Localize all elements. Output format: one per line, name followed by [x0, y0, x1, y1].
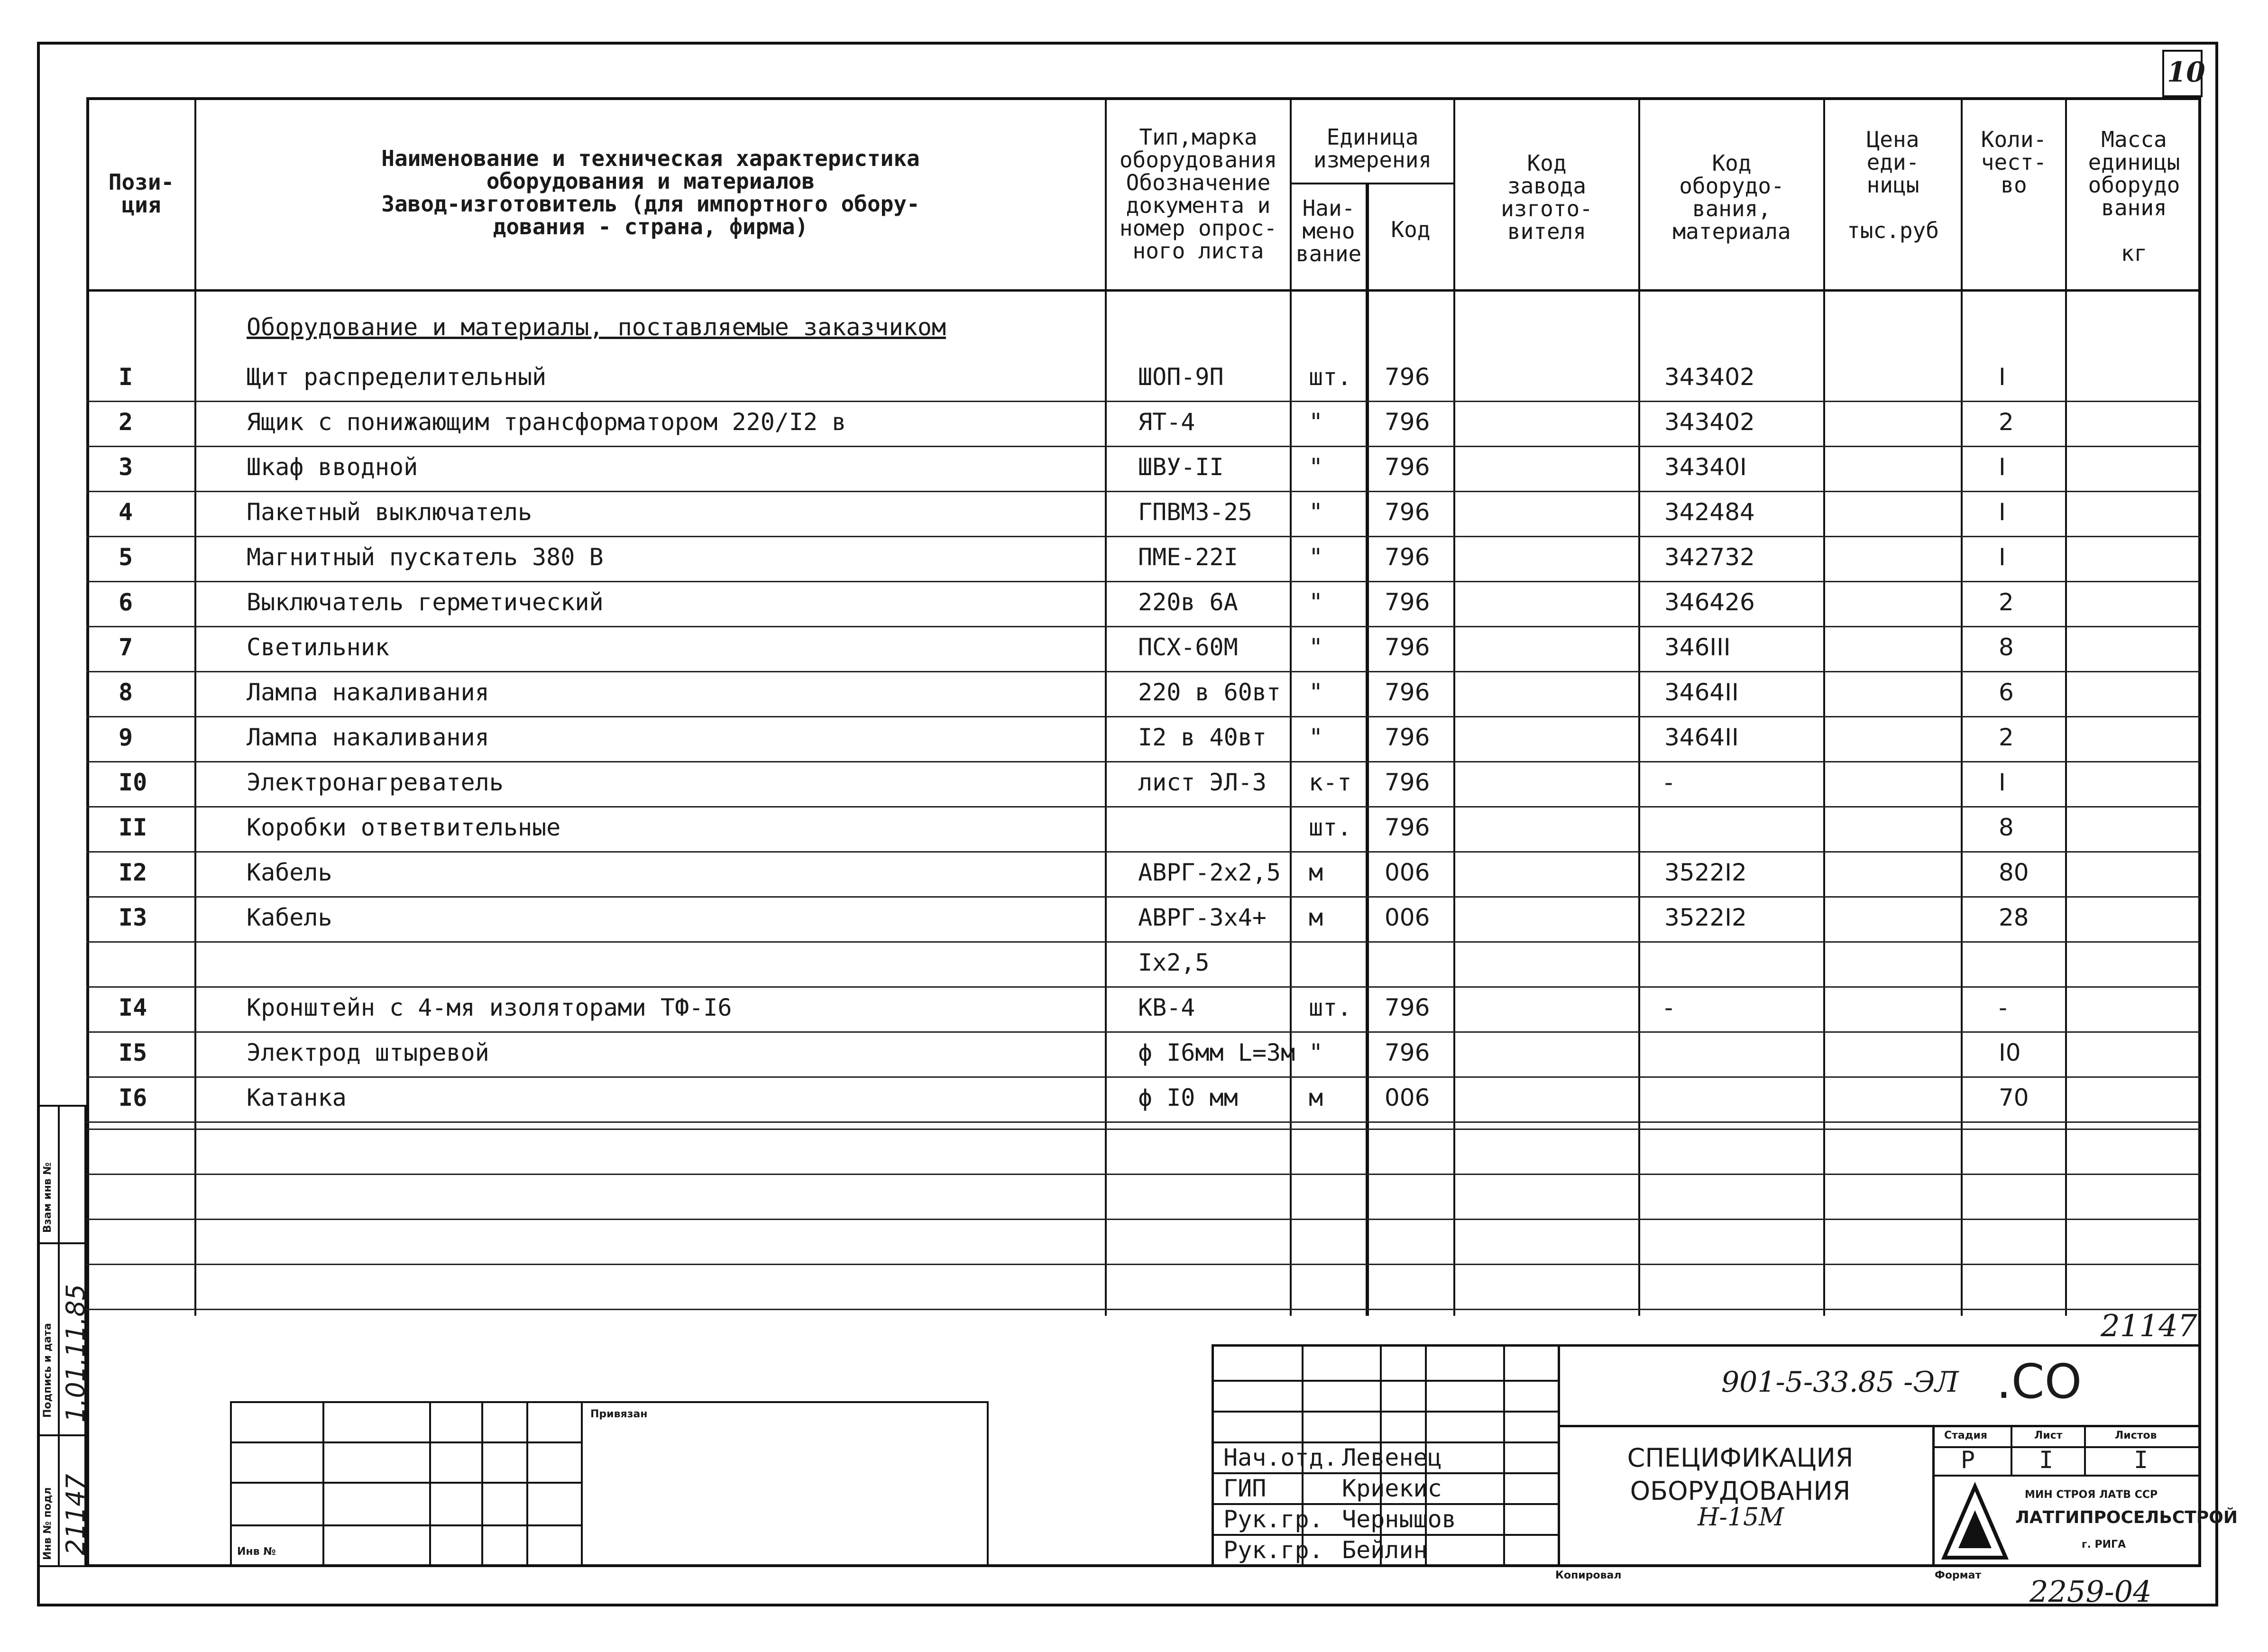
header-type: Тип,марка оборудования Обозначение документа и номер опрос- ного листа [1119, 124, 1277, 264]
stage-row-2 [1932, 1475, 2201, 1477]
org-line-1: МИН СТРОЯ ЛАТВ ССР [2025, 1489, 2158, 1501]
row-type: лист ЭЛ-3 [1138, 769, 1267, 796]
row-equip-code: 3522I2 [1664, 904, 1747, 931]
header-name: Наименование и техническая характеристика оборудования и материалов Завод-изготовитель (для импортного обору- дования - страна, фирма) [381, 146, 920, 239]
row-unit-code: 796 [1385, 994, 1430, 1021]
row-position: I4 [119, 994, 147, 1021]
row-name: Щит распределительный [247, 363, 547, 391]
row-qty: I [1999, 498, 2006, 526]
row-position: 4 [119, 498, 133, 526]
empty-row-line [86, 1174, 2201, 1175]
row-unit: " [1309, 633, 1323, 661]
sig-row [1212, 1441, 1558, 1443]
row-unit-code: 796 [1385, 769, 1430, 796]
col-line-8 [1961, 97, 1963, 1316]
row-equip-code: 3522I2 [1664, 859, 1747, 886]
org-name: ЛАТГИПРОСЕЛЬСТРОЙ [2015, 1508, 2238, 1527]
header-unit: Единица измерения [1313, 124, 1432, 173]
priv-col [322, 1401, 324, 1567]
sheets-label: Листов [2115, 1430, 2157, 1441]
row-qty: I [1999, 453, 2006, 481]
row-unit-code: 796 [1385, 498, 1430, 526]
privyazan-block [230, 1401, 989, 1567]
header-mass: Масса единицы оборудо вания кг [2088, 127, 2180, 266]
sig-row [1212, 1472, 1558, 1474]
row-unit-code: 006 [1385, 1084, 1430, 1111]
row-type: ШОП-9П [1138, 363, 1224, 391]
sheet-label: Лист [2034, 1430, 2063, 1441]
row-position: I2 [119, 859, 147, 886]
sheet-value: I [2039, 1446, 2054, 1474]
row-qty: 2 [1999, 588, 2014, 616]
row-unit-code: 796 [1385, 453, 1430, 481]
side-value-inv: 21147 [61, 1474, 91, 1555]
row-name: Шкаф вводной [247, 453, 418, 481]
row-unit: шт. [1309, 363, 1352, 391]
side-label-3: Инв № подл [42, 1487, 54, 1560]
side-label-1: Взам инв № [42, 1162, 54, 1233]
sig-row [1212, 1411, 1558, 1413]
row-unit-code: 796 [1385, 724, 1430, 751]
row-equip-code: 3464II [1664, 679, 1739, 706]
signature-name: Чернышов [1342, 1505, 1456, 1533]
table-row-line [86, 851, 2201, 853]
signature-role: Нач.отд. [1223, 1444, 1338, 1471]
row-unit: м [1309, 904, 1323, 931]
header-position: Пози- ция [108, 169, 174, 218]
sig-col [1558, 1344, 1560, 1567]
row-name: Электрод штыревой [247, 1039, 489, 1066]
priv-row [230, 1524, 581, 1526]
row-qty: I [1999, 363, 2006, 391]
row-unit-code: 796 [1385, 363, 1430, 391]
signature-role: ГИП [1223, 1475, 1267, 1502]
row-name: Пакетный выключатель [247, 498, 533, 526]
signature-role: Рук.гр. [1223, 1505, 1323, 1533]
priv-row [230, 1482, 581, 1484]
row-position: I5 [119, 1039, 147, 1066]
header-unit-name: Наи- мено вание [1295, 195, 1362, 266]
sig-row [1212, 1380, 1558, 1382]
table-row-line [86, 896, 2201, 898]
table-row-line [86, 491, 2201, 492]
row-qty: 6 [1999, 679, 2014, 706]
row-name: Ящик с понижающим трансформатором 220/I2 в [247, 408, 846, 436]
row-unit: " [1309, 588, 1323, 616]
row-position: 6 [119, 588, 133, 616]
row-name: Кронштейн с 4-мя изоляторами ТФ-I6 [247, 994, 732, 1021]
row-position: II [119, 814, 147, 841]
header-unit-code: Код [1391, 217, 1431, 242]
row-unit-code: 796 [1385, 814, 1430, 841]
priv-col [429, 1401, 431, 1567]
col-line-4 [1366, 183, 1369, 1316]
copied-label: Копировал [1555, 1569, 1622, 1581]
row-type: I2 в 40вт [1138, 724, 1267, 751]
row-unit: " [1309, 679, 1323, 706]
header-price: Цена еди- ницы тыс.руб [1847, 127, 1939, 243]
col-line-3 [1290, 97, 1292, 1316]
row-equip-code: 346III [1664, 633, 1731, 661]
table-row-line [86, 401, 2201, 402]
empty-row-line [86, 1219, 2201, 1220]
priv-row [230, 1441, 581, 1443]
empty-row-line [86, 1264, 2201, 1265]
row-position: I [119, 363, 133, 391]
stage-col [2084, 1425, 2086, 1475]
row-name: Коробки ответвительные [247, 814, 561, 841]
table-row-line [86, 671, 2201, 672]
row-position: 9 [119, 724, 133, 751]
col-line-1 [194, 97, 196, 1316]
row-unit: м [1309, 1084, 1323, 1111]
row-equip-code: 342732 [1664, 543, 1755, 571]
row-unit: к-т [1309, 769, 1352, 796]
row-position: 7 [119, 633, 133, 661]
bottom-number: 2259-04 [2029, 1574, 2152, 1609]
row-equip-code: 342484 [1664, 498, 1755, 526]
table-row-line [86, 1076, 2201, 1078]
header-divider [86, 289, 2201, 292]
inv-number: 21147 [2101, 1309, 2197, 1344]
row-name: Кабель [247, 904, 332, 931]
header-factory-code: Код завода изгото- вителя [1501, 150, 1593, 244]
row-unit: " [1309, 453, 1323, 481]
table-row-line [86, 1031, 2201, 1033]
empty-row-line [86, 1129, 2201, 1130]
row-qty: 70 [1999, 1084, 2029, 1111]
table-row-line [86, 1121, 2201, 1123]
side-stamp-col [58, 1105, 60, 1567]
doc-title: СПЕЦИФИКАЦИЯ ОБОРУДОВАНИЯ [1627, 1443, 1854, 1506]
row-name: Лампа накаливания [247, 724, 489, 751]
table-row-line [86, 626, 2201, 627]
row-unit-code: 796 [1385, 679, 1430, 706]
row-type: ϕ I0 мм [1138, 1084, 1238, 1111]
row-qty: I [1999, 769, 2006, 796]
sheet-number: 10 [2167, 56, 2205, 88]
row-name: Катанка [247, 1084, 347, 1111]
col-line-6 [1638, 97, 1640, 1316]
row-unit-code: 006 [1385, 859, 1430, 886]
section-title: Оборудование и материалы, поставляемые заказчиком [247, 313, 946, 341]
header-equip-code: Код оборудо- вания, материала [1672, 150, 1791, 244]
col-line-7 [1823, 97, 1825, 1316]
table-row-line [86, 716, 2201, 717]
row-type: ЯТ-4 [1138, 408, 1195, 436]
row-qty: 8 [1999, 814, 2014, 841]
row-unit: " [1309, 543, 1323, 571]
signature-name: Бейлин [1342, 1536, 1428, 1564]
row-equip-code: 3464II [1664, 724, 1739, 751]
row-position: I6 [119, 1084, 147, 1111]
row-qty: I [1999, 543, 2006, 571]
row-position: 3 [119, 453, 133, 481]
row-equip-code: - [1664, 994, 1673, 1021]
table-row-line [86, 986, 2201, 988]
row-equip-code: 34340I [1664, 453, 1747, 481]
row-unit-code: 796 [1385, 1039, 1430, 1066]
table-row-line [86, 581, 2201, 582]
signature-role: Рук.гр. [1223, 1536, 1323, 1564]
row-unit: " [1309, 408, 1323, 436]
table-row-line [86, 941, 2201, 943]
row-unit-code: 796 [1385, 633, 1430, 661]
row-name: Светильник [247, 633, 390, 661]
priv-col [526, 1401, 528, 1567]
row-type: ϕ I6мм L=3м [1138, 1039, 1295, 1066]
row-type: 220 в 60вт [1138, 679, 1281, 706]
row-unit-code: 006 [1385, 904, 1430, 931]
row-type: ГПВМЗ-25 [1138, 498, 1252, 526]
row-position: 5 [119, 543, 133, 571]
col-line-2 [1105, 97, 1107, 1316]
row-qty: 80 [1999, 859, 2029, 886]
row-position: 8 [119, 679, 133, 706]
org-logo [1939, 1482, 2011, 1562]
row-qty: I0 [1999, 1039, 2021, 1066]
row-unit: шт. [1309, 994, 1352, 1021]
col-line-5 [1453, 97, 1455, 1316]
row-qty: 8 [1999, 633, 2014, 661]
empty-row-line [86, 1309, 2201, 1310]
row-qty: - [1999, 994, 2008, 1021]
row-position: I0 [119, 769, 147, 796]
table-row-line [86, 536, 2201, 537]
row-name: Выключатель герметический [247, 588, 604, 616]
row-unit-code: 796 [1385, 543, 1430, 571]
stage-col [2011, 1425, 2012, 1475]
signature-name: Левенец [1342, 1444, 1442, 1471]
doc-code: 901-5-33.85 -ЭЛ [1721, 1366, 1959, 1399]
row-unit: шт. [1309, 814, 1352, 841]
table-row-line [86, 761, 2201, 762]
inv-label: Инв № [237, 1546, 276, 1558]
stage-value: Р [1961, 1446, 1975, 1474]
row-unit: " [1309, 498, 1323, 526]
privyazan-label: Привязан [590, 1408, 648, 1420]
row-qty: 2 [1999, 724, 2014, 751]
row-position: 2 [119, 408, 133, 436]
row-type: 220в 6А [1138, 588, 1238, 616]
row-equip-code: - [1664, 769, 1673, 796]
row-equip-code: 343402 [1664, 363, 1755, 391]
side-label-2: Подпись и дата [42, 1323, 54, 1418]
priv-col [481, 1401, 483, 1567]
doc-subtitle: Н-15М [1698, 1503, 1784, 1532]
row-name: Лампа накаливания [247, 679, 489, 706]
row-type: АВРГ-2х2,5 [1138, 859, 1281, 886]
sig-row [1212, 1534, 1558, 1536]
org-line-3: г. РИГА [2082, 1539, 2126, 1551]
col-line-9 [2065, 97, 2067, 1316]
unit-subheader-line [1290, 183, 1453, 184]
row-type: ПСХ-60М [1138, 633, 1238, 661]
row-unit: " [1309, 1039, 1323, 1066]
format-label: Формат [1935, 1569, 1982, 1581]
header-qty: Коли- чест- во [1981, 127, 2047, 198]
side-stamp-row [37, 1434, 86, 1436]
side-stamp-row [37, 1242, 86, 1244]
row-qty: 28 [1999, 904, 2029, 931]
row-type: Iх2,5 [1138, 949, 1210, 976]
row-name: Кабель [247, 859, 332, 886]
doc-code-divider [1558, 1425, 2201, 1427]
row-type: КВ-4 [1138, 994, 1195, 1021]
row-position: I3 [119, 904, 147, 931]
row-type: ПМЕ-22I [1138, 543, 1238, 571]
table-row-line [86, 806, 2201, 808]
signature-name: Криекис [1342, 1475, 1442, 1502]
sig-row [1212, 1503, 1558, 1505]
row-unit-code: 796 [1385, 588, 1430, 616]
row-equip-code: 343402 [1664, 408, 1755, 436]
sheets-value: I [2134, 1446, 2149, 1474]
side-value-date: 1.01.11.85 [61, 1284, 91, 1423]
row-qty: 2 [1999, 408, 2014, 436]
row-equip-code: 346426 [1664, 588, 1755, 616]
row-name: Электронагреватель [247, 769, 504, 796]
priv-col [581, 1401, 583, 1567]
row-type: АВРГ-3х4+ [1138, 904, 1267, 931]
row-unit: м [1309, 859, 1323, 886]
row-unit-code: 796 [1385, 408, 1430, 436]
stage-label: Стадия [1944, 1430, 1988, 1441]
row-type: ШВУ-II [1138, 453, 1224, 481]
table-row-line [86, 446, 2201, 447]
row-name: Магнитный пускатель 380 В [247, 543, 604, 571]
doc-suffix: .CO [1996, 1354, 2082, 1409]
row-unit: " [1309, 724, 1323, 751]
